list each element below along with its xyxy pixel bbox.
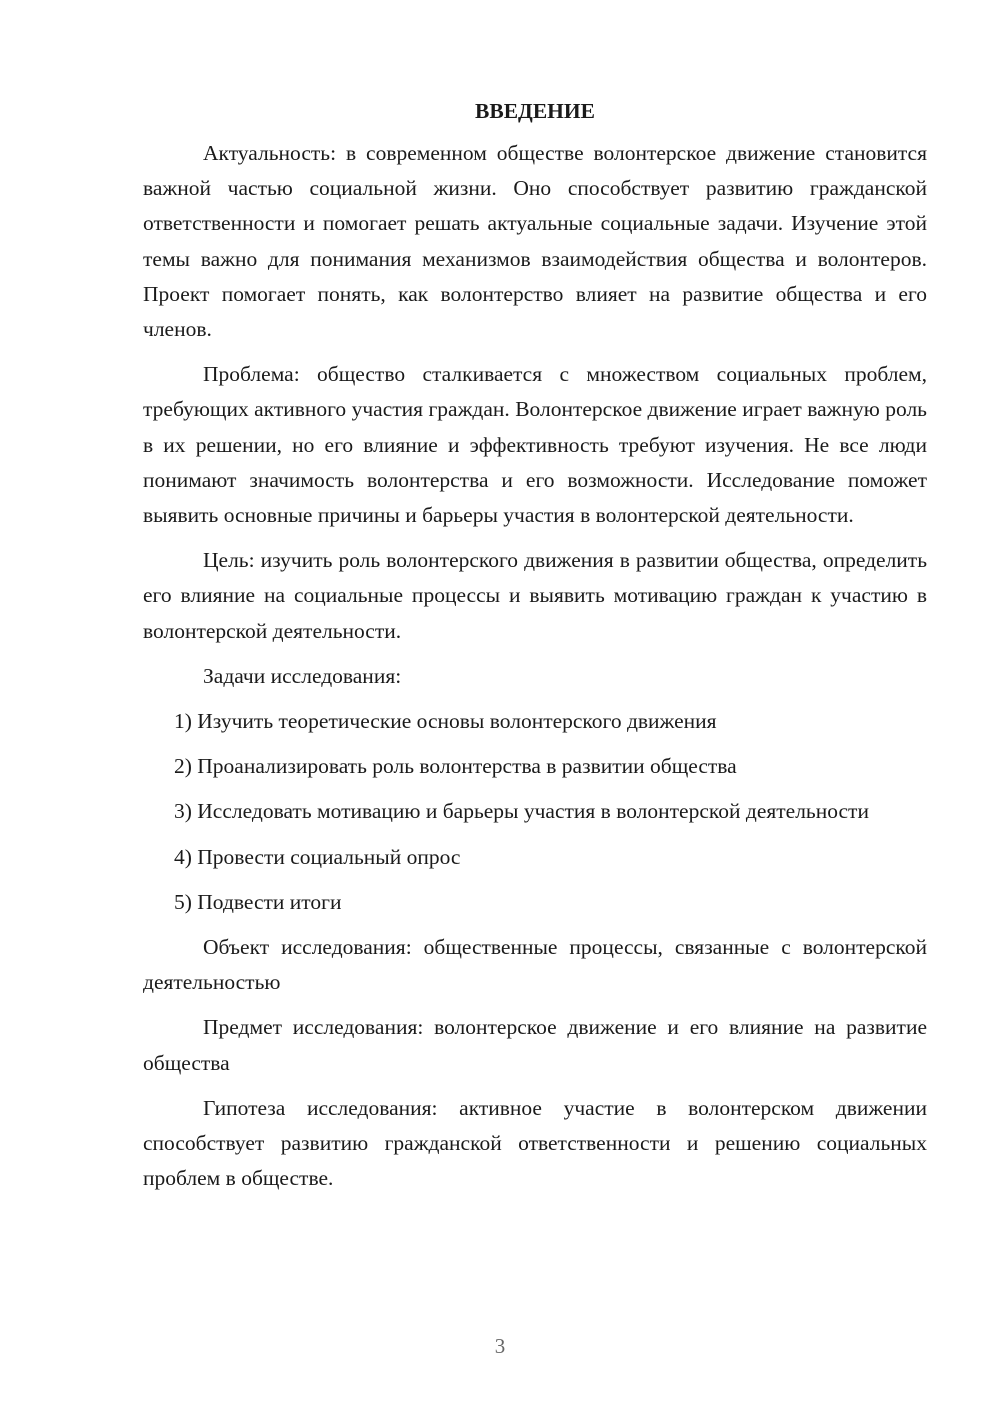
- section-title: ВВЕДЕНИЕ: [475, 99, 595, 123]
- task-item-2: 2) Проанализировать роль волонтерства в развитии общества: [174, 754, 737, 779]
- paragraph-subject: Предмет исследования: волонтерское движение и его влияние на развитие общества: [143, 1015, 927, 1075]
- paragraph-problem: Проблема: общество сталкивается с множеством социальных проблем, требующих активного участия граждан. Волонтерское движение играет важную роль в их решении, но его влияние и эффективность требуют изучения. Не все люди понимают значимость волонтерства и его возможности. Исследование поможет выявить основные причины и барьеры участия в волонтерской деятельности.: [143, 362, 927, 528]
- tasks-heading: Задачи исследования:: [203, 663, 402, 688]
- document-page: [143, 96, 927, 1206]
- task-item-5: 5) Подвести итоги: [174, 889, 342, 914]
- paragraph-relevance: Актуальность: в современном обществе волонтерское движение становится важной частью социальной жизни. Оно способствует развитию гражданской ответственности и помогает решать актуальные социальные задачи. Изучение этой темы важно для понимания механизмов взаимодействия общества и волонтеров. Проект помогает понять, как волонтерство влияет на развитие общества и его членов.: [143, 141, 927, 342]
- paragraph-hypothesis: Гипотеза исследования: активное участие в волонтерском движении способствует развитию гражданской ответственности и решению социальных проблем в обществе.: [143, 1095, 927, 1191]
- paragraph-goal: Цель: изучить роль волонтерского движения в развитии общества, определить его влияние на социальные процессы и выявить мотивацию граждан к участию в волонтерской деятельности.: [143, 548, 927, 643]
- task-item-4: 4) Провести социальный опрос: [174, 844, 461, 869]
- task-item-1: 1) Изучить теоретические основы волонтерского движения: [174, 709, 717, 734]
- task-item-3: 3) Исследовать мотивацию и барьеры участия в волонтерской деятельности: [174, 799, 869, 824]
- paragraph-object: Объект исследования: общественные процессы, связанные с волонтерской деятельностью: [143, 935, 927, 995]
- page-number: 3: [494, 1334, 506, 1358]
